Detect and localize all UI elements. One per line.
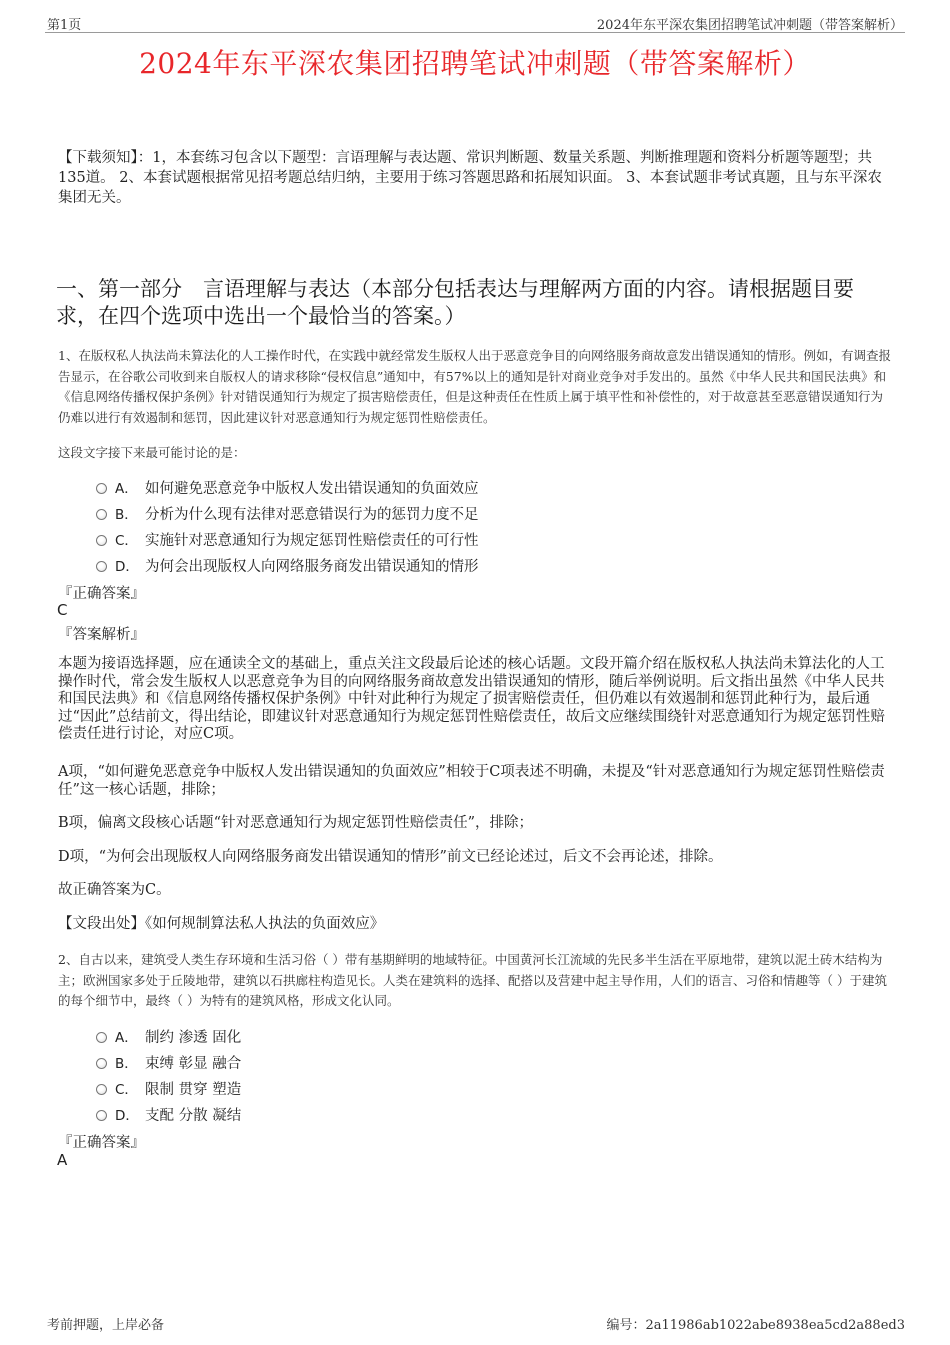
footer-slogan: 考前押题，上岸必备 (47, 1318, 165, 1333)
radio-icon[interactable] (96, 1032, 107, 1043)
radio-icon[interactable] (96, 509, 107, 520)
radio-icon[interactable] (96, 561, 107, 572)
analysis-paragraph: A项，“如何避免恶意竞争中版权人发出错误通知的负面效应”相较于C项表述不明确，未提及“针对恶意通知行为规定惩罚性赔偿责任”这一核心话题，排除； (58, 764, 885, 798)
question-1-stem: 1、在版权私人执法尚未算法化的人工操作时代，在实践中就经常发生版权人出于恶意竞争目的向网络服务商故意发出错误通知的情形。例如，有调查报告显示，在谷歌公司收到来自版权人的请求移除“侵权信息”通知中，有57%以上的通知是针对商业竞争对手发出的。虽然《中华人民共和国民法典》和《信息网络传播权保护条例》针对错误通知行为规定了损害赔偿责任，但是这种责任在性质上属于填平性和补偿性的，对于故意甚至恶意错误通知行为仍难以进行有效遏制和惩罚，因此建议针对恶意通知行为规定惩罚性赔偿责任。 (58, 348, 891, 425)
radio-icon[interactable] (96, 1110, 107, 1121)
footer-doc-id: 编号：2a11986ab1022abe8938ea5cd2a88ed3 (606, 1318, 905, 1333)
question-1-answer-label: 『正确答案』 (58, 586, 145, 602)
question-2-stem: 2、自古以来，建筑受人类生存环境和生活习俗（ ）带有基期鲜明的地域特征。中国黄河长江流域的先民多半生活在平原地带，建筑以泥土砖木结构为主；欧洲国家多处于丘陵地带，建筑以石拱廊柱构造见长。人类在建筑料的选择、配搭以及营建中起主导作用，人们的语言、习俗和情趣等（ ）于建筑的每个细节中，最终（ ）为特有的建筑风格，形成文化认同。 (58, 952, 887, 1008)
page-number: 第1页 (47, 18, 82, 33)
question-1-option-b[interactable]: B． 分析为什么现有法律对恶意错误行为的惩罚力度不足 (96, 503, 479, 523)
question-2-answer-label: 『正确答案』 (58, 1135, 145, 1151)
question-2-option-a[interactable]: A． 制约 渗透 固化 (96, 1026, 241, 1046)
question-2-option-c[interactable]: C． 限制 贯穿 塑造 (96, 1078, 241, 1098)
question-2-option-b[interactable]: B． 束缚 彰显 融合 (96, 1052, 241, 1072)
question-1-prompt: 这段文字接下来最可能讨论的是： (58, 445, 246, 460)
section-heading: 一、第一部分 言语理解与表达（本部分包括表达与理解两方面的内容。请根据题目要求，在四个选项中选出一个最恰当的答案。） (56, 277, 854, 328)
document-title: 2024年东平深农集团招聘笔试冲刺题（带答案解析） (139, 47, 811, 80)
radio-icon[interactable] (96, 1084, 107, 1095)
page-header (45, 14, 905, 33)
question-1-option-a[interactable]: A． 如何避免恶意竞争中版权人发出错误通知的负面效应 (96, 477, 479, 497)
question-1-option-c[interactable]: C． 实施针对恶意通知行为规定惩罚性赔偿责任的可行性 (96, 529, 479, 549)
question-2-option-d[interactable]: D． 支配 分散 凝结 (96, 1104, 241, 1124)
radio-icon[interactable] (96, 535, 107, 546)
question-1-source: 【文段出处】《如何规制算法私人执法的负面效应》 (58, 916, 385, 932)
radio-icon[interactable] (96, 1058, 107, 1069)
header-doc-title: 2024年东平深农集团招聘笔试冲刺题（带答案解析） (596, 18, 903, 33)
question-1-option-d[interactable]: D． 为何会出现版权人向网络服务商发出错误通知的情形 (96, 555, 479, 575)
question-2-answer: A (57, 1151, 68, 1169)
radio-icon[interactable] (96, 483, 107, 494)
analysis-paragraph: D项，“为何会出现版权人向网络服务商发出错误通知的情形”前文已经论述过，后文不会再论述，排除。 (58, 849, 723, 865)
analysis-paragraph: B项，偏离文段核心话题“针对恶意通知行为规定惩罚性赔偿责任”，排除； (58, 815, 533, 831)
analysis-paragraph: 本题为接语选择题，应在通读全文的基础上，重点关注文段最后论述的核心话题。文段开篇介绍在版权私人执法尚未算法化的人工操作时代，常会发生版权人以恶意竞争为目的向网络服务商故意发出错误通知的情形，随后举例说明。后文指出虽然《中华人民共和国民法典》和《信息网络传播权保护条例》中针对此种行为规定了损害赔偿责任，但仍难以有效遏制和惩罚此种行为，最后通过“因此”总结前文，得出结论，即建议针对恶意通知行为规定惩罚性赔偿责任，故后文应继续围绕针对恶意通知行为规定惩罚性赔偿责任进行讨论，对应C项。 (58, 656, 885, 742)
download-notice: 【下载须知】：1，本套练习包含以下题型：言语理解与表达题、常识判断题、数量关系题、判断推理题和资料分析题等题型；共135道。 2、本套试题根据常见招考题总结归纳，主要用于练习答题思路和拓展知识面。 3、本套试题非考试真题，且与东平深农集团无关。 (58, 150, 882, 206)
analysis-paragraph: 故正确答案为C。 (58, 882, 171, 898)
question-1-analysis-label: 『答案解析』 (58, 627, 145, 643)
question-1-answer: C (57, 601, 68, 619)
